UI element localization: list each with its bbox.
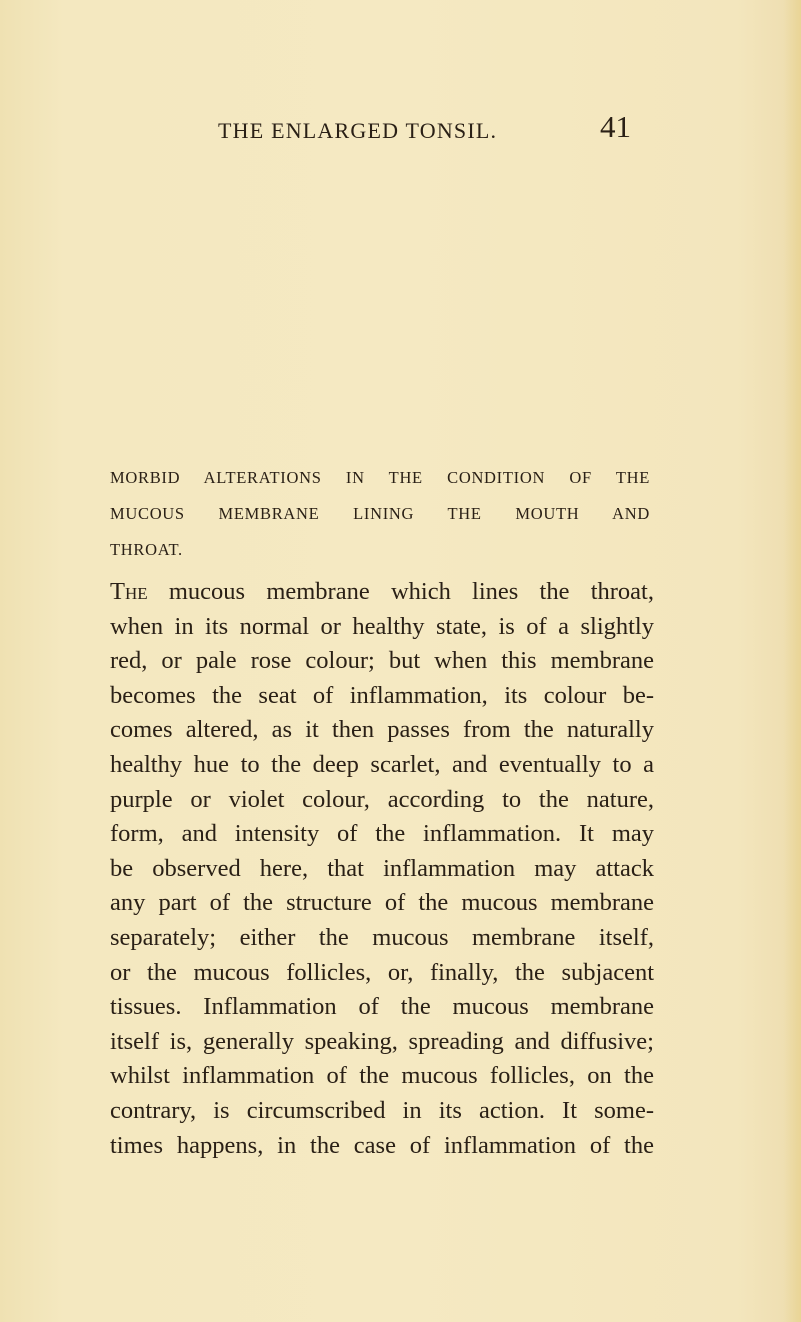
- paragraph-line: form, and intensity of the inflammation. It may: [110, 820, 654, 848]
- page-edge-shadow: [783, 0, 801, 1322]
- section-heading-line: MORBID ALTERATIONS IN THE CONDITION OF THE: [110, 468, 650, 487]
- paragraph-line: becomes the seat of inflammation, its colour be-: [110, 681, 654, 709]
- paragraph-line: contrary, is circumscribed in its action. It some-: [110, 1096, 654, 1124]
- paragraph-line: times happens, in the case of inflammation of the: [110, 1131, 654, 1159]
- body-paragraph: [110, 575, 654, 1163]
- first-line-text: mucous membrane which lines the throat,: [147, 578, 654, 605]
- running-header-title: THE ENLARGED TONSIL.: [218, 118, 498, 143]
- paragraph-line: purple or violet colour, according to the nature,: [110, 785, 654, 813]
- paragraph-line: healthy hue to the deep scarlet, and eventually to a: [110, 750, 654, 778]
- paragraph-line: when in its normal or healthy state, is of a slightly: [110, 612, 654, 640]
- paragraph-line: red, or pale rose colour; but when this membrane: [110, 647, 654, 675]
- paragraph-line: or the mucous follicles, or, finally, the subjacent: [110, 958, 654, 986]
- paragraph-line: tissues. Inflammation of the mucous membrane: [110, 993, 654, 1021]
- paragraph-line: any part of the structure of the mucous membrane: [110, 889, 654, 917]
- paragraph-line: itself is, generally speaking, spreading and diffusive;: [110, 1027, 654, 1055]
- paragraph-line: comes altered, as it then passes from the naturally: [110, 716, 654, 744]
- paragraph-line: separately; either the mucous membrane itself,: [110, 923, 654, 951]
- section-heading-line: MUCOUS MEMBRANE LINING THE MOUTH AND: [110, 504, 650, 523]
- paragraph-line: whilst inflammation of the mucous follicles, on the: [110, 1062, 654, 1090]
- paragraph-first-line: [110, 575, 654, 610]
- section-heading: [110, 460, 650, 568]
- running-header: [218, 109, 638, 152]
- opening-word: The: [110, 578, 148, 605]
- page-number: 41: [600, 109, 631, 144]
- paragraph-line: be observed here, that inflammation may attack: [110, 854, 654, 882]
- section-heading-line: THROAT.: [110, 540, 183, 559]
